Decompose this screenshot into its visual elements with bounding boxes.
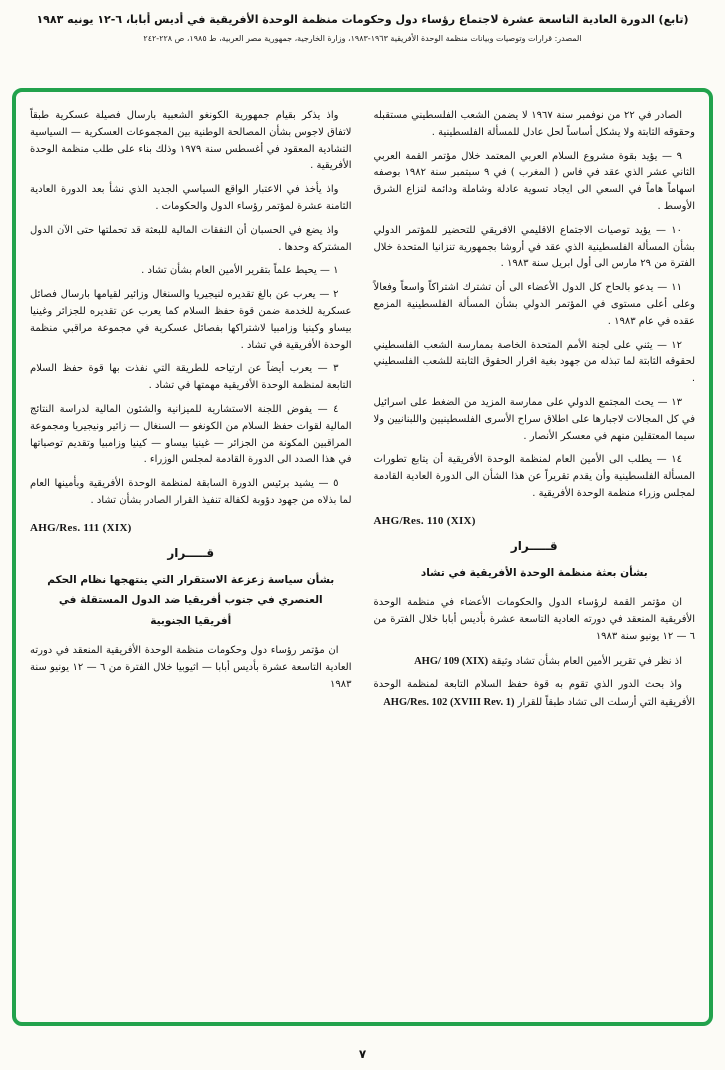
paragraph: ان مؤتمر القمة لرؤساء الدول والحكومات الأعضاء في منظمة الوحدة الأفريقية المنعقد في دورته العادية التاسعة عشرة بأديس أبابا خلال الفترة من ٦ — ١٢ يونيو سنة ١٩٨٣	[373, 597, 695, 642]
paragraph: ٩ — يؤيد بقوة مشروع السلام العربي المعتمد خلال مؤتمر القمة العربي الثاني عشر الذي عقد في فاس ( المغرب ) في ٩ سبتمبر سنة ١٩٨٢ بوصفه اسهاماً هاماً في السعي الى ايجاد تسوية عادلة وشاملة ودائمة لنزاع الشرق الأوسط .	[373, 150, 696, 212]
paragraph: ١ — يحيط علماً بتقرير الأمين العام بشأن تشاد .	[141, 265, 339, 277]
resolution-heading: قـــــرار	[510, 538, 558, 553]
resolution-subject: بشأن سياسة زعزعة الاستقرار التي ينتهجها نظام الحكم العنصري في جنوب أفريقيا ضد الدول المستقلة في أفريقيا الجنوبية	[47, 573, 335, 627]
paragraph: ١٤ — يطلب الى الأمين العام لمنظمة الوحدة الأفريقية أن يتابع تطورات المسألة الفلسطينية وأن يقدم تقريراً عن هذا الشأن الى الدورة العادية القادمة لمجلس وزراء منظمة الوحدة الأفريقية .	[373, 454, 695, 499]
paragraph	[374, 653, 696, 671]
paragraph: ٥ — يشيد برئيس الدورة السابقة لمنظمة الوحدة الأفريقية وبأمينها العام لما بذلاه من جهود دؤوبة لكفالة تنفيذ القرار الصادر بشأن تشاد .	[30, 478, 352, 506]
page-number: ٧	[358, 1047, 367, 1061]
paragraph-text: اذ نظر في تقرير الأمين العام بشأن تشاد وثيقة	[491, 655, 682, 667]
text-column-left	[30, 108, 352, 1012]
paragraph: الصادر في ٢٢ من نوفمبر سنة ١٩٦٧ لا يضمن الشعب الفلسطيني مستقبله وحقوقه الثابتة ولا يشكل أساساً لحل عادل للمسألة الفلسطينية .	[373, 110, 695, 138]
resolution-ref: AHG/Res. 111 (XIX)	[30, 521, 132, 534]
resolution-subject: بشأن بعثة منظمة الوحدة الأفريقية في تشاد	[420, 566, 648, 579]
paragraph: ٤ — يفوض اللجنة الاستشارية للميزانية والشئون المالية لدراسة النتائج المالية لقوات حفظ السلام من الكونغو — السنغال — زائير ونيجيريا ومجموعة المراقبين المكونة من الجزائر — غينيا بيساو — كينيا وزامبيا وتقديم توصياتها في هذا الصدد الى الدورة القادمة لمجلس الوزراء .	[30, 403, 352, 466]
paragraph: ١٣ — يحث المجتمع الدولي على ممارسة المزيد من الضغط على اسرائيل في كل المجالات لاجبارها على اطلاق سراح الأسرى الفلسطينيين واللبنانيين ولا سيما المعتقلين منهم في معسكر الأنصار .	[373, 396, 695, 442]
paragraph-text: واذ بحث الدور الذي تقوم به قوة حفظ السلام التابعة لمنظمة الوحدة الأفريقية التي أرسلت الى تشاد طبقاً للقرار	[373, 679, 695, 709]
paragraph	[374, 677, 696, 712]
paragraph: ان مؤتمر رؤساء دول وحكومات منظمة الوحدة الأفريقية المنعقد في دورته العادية التاسعة عشرة بأديس أبابا — اثيوبيا خلال الفترة من ٦ — ١٢ يونيو سنة ١٩٨٣	[30, 645, 352, 690]
resolution-ref-inline: AHG/ 109 (XIX)	[414, 655, 489, 667]
resolution-heading: قـــــرار	[167, 545, 215, 560]
document-title: (تابع) الدورة العادية التاسعة عشرة لاجتماع رؤساء دول وحكومات منظمة الوحدة الأفريقية في أديس أبابا، ٦-١٢ يونيه ١٩٨٣	[36, 13, 689, 26]
paragraph: ١٠ — يؤيد توصيات الاجتماع الاقليمي الافريقي للتحضير للمؤتمر الدولي بشأن المسألة الفلسطينية الذي عقد في أروشا بجمهورية تنزانيا المتحدة خلال الفترة من ٢٩ مارس الى أول ابريل سنة ١٩٨٣ .	[373, 224, 695, 270]
resolution-ref-inline: AHG/Res. 102 (XVIII Rev. 1)	[383, 697, 515, 709]
document-source: المصدر: قرارات وتوصيات وبيانات منظمة الوحدة الأفريقية ١٩٦٣-١٩٨٣، وزارة الخارجية، جمهورية مصر العربية، ط ١٩٨٥، ص ٢٢٨-٢٤٢	[143, 33, 582, 43]
paragraph: واذ يضع في الحسبان أن النفقات المالية للبعثة قد تحملتها حتى الآن الدول المشتركة وحدها .	[30, 224, 352, 253]
paragraph: واذ يذكر بقيام جمهورية الكونغو الشعبية بارسال فصيلة عسكرية طبقاً لاتفاق لاجوس بشأن المصالحة الوطنية بين المجموعات العسكرية — السياسية التشادية المعقود في أغسطس سنة ١٩٧٩ وذلك بناء على طلب منظمة الوحدة الأفريقية .	[30, 110, 352, 172]
paragraph: واذ يأخذ في الاعتبار الواقع السياسي الجديد الذي نشأ بعد الدورة العادية الثامنة عشرة لمؤتمر رؤساء الدول والحكومات .	[30, 184, 352, 212]
text-column-right	[374, 108, 696, 1012]
paragraph: ١١ — يدعو بالحاح كل الدول الأعضاء الى أن تشترك اشتراكاً واسعاً وفعالاً وعلى أعلى مستوى في المؤتمر الدولي بشأن المسألة الفلسطينية المزمع عقده في عام ١٩٨٣ .	[373, 282, 695, 327]
resolution-ref: AHG/Res. 110 (XIX)	[373, 514, 476, 527]
document-frame	[12, 88, 713, 1026]
paragraph: ٢ — يعرب عن بالغ تقديره لنيجيريا والسنغال وزائير لقيامها بارسال فصائل عسكرية للخدمة ضمن قوة حفظ السلام كما يعرب عن تقديره للجزائر وغينيا بيساو وكينيا وزامبيا لاشتراكها بفصائل عسكرية في مجموعة مراقبي منظمة الوحدة الأفريقية في تشاد .	[30, 289, 352, 351]
two-column-layout	[30, 108, 695, 1012]
page-header	[0, 0, 725, 43]
paragraph: ٣ — يعرب أيضاً عن ارتياحه للطريقة التي نفذت بها قوة حفظ السلام التابعة لمنظمة الوحدة الأفريقية مهمتها في تشاد .	[30, 363, 352, 392]
paragraph: ١٢ — يثني على لجنة الأمم المتحدة الخاصة بممارسة الشعب الفلسطيني لحقوقه الثابتة لما تبذله من جهود بغية اقرار الحقوق الثابتة للشعب الفلسطيني .	[373, 339, 695, 385]
